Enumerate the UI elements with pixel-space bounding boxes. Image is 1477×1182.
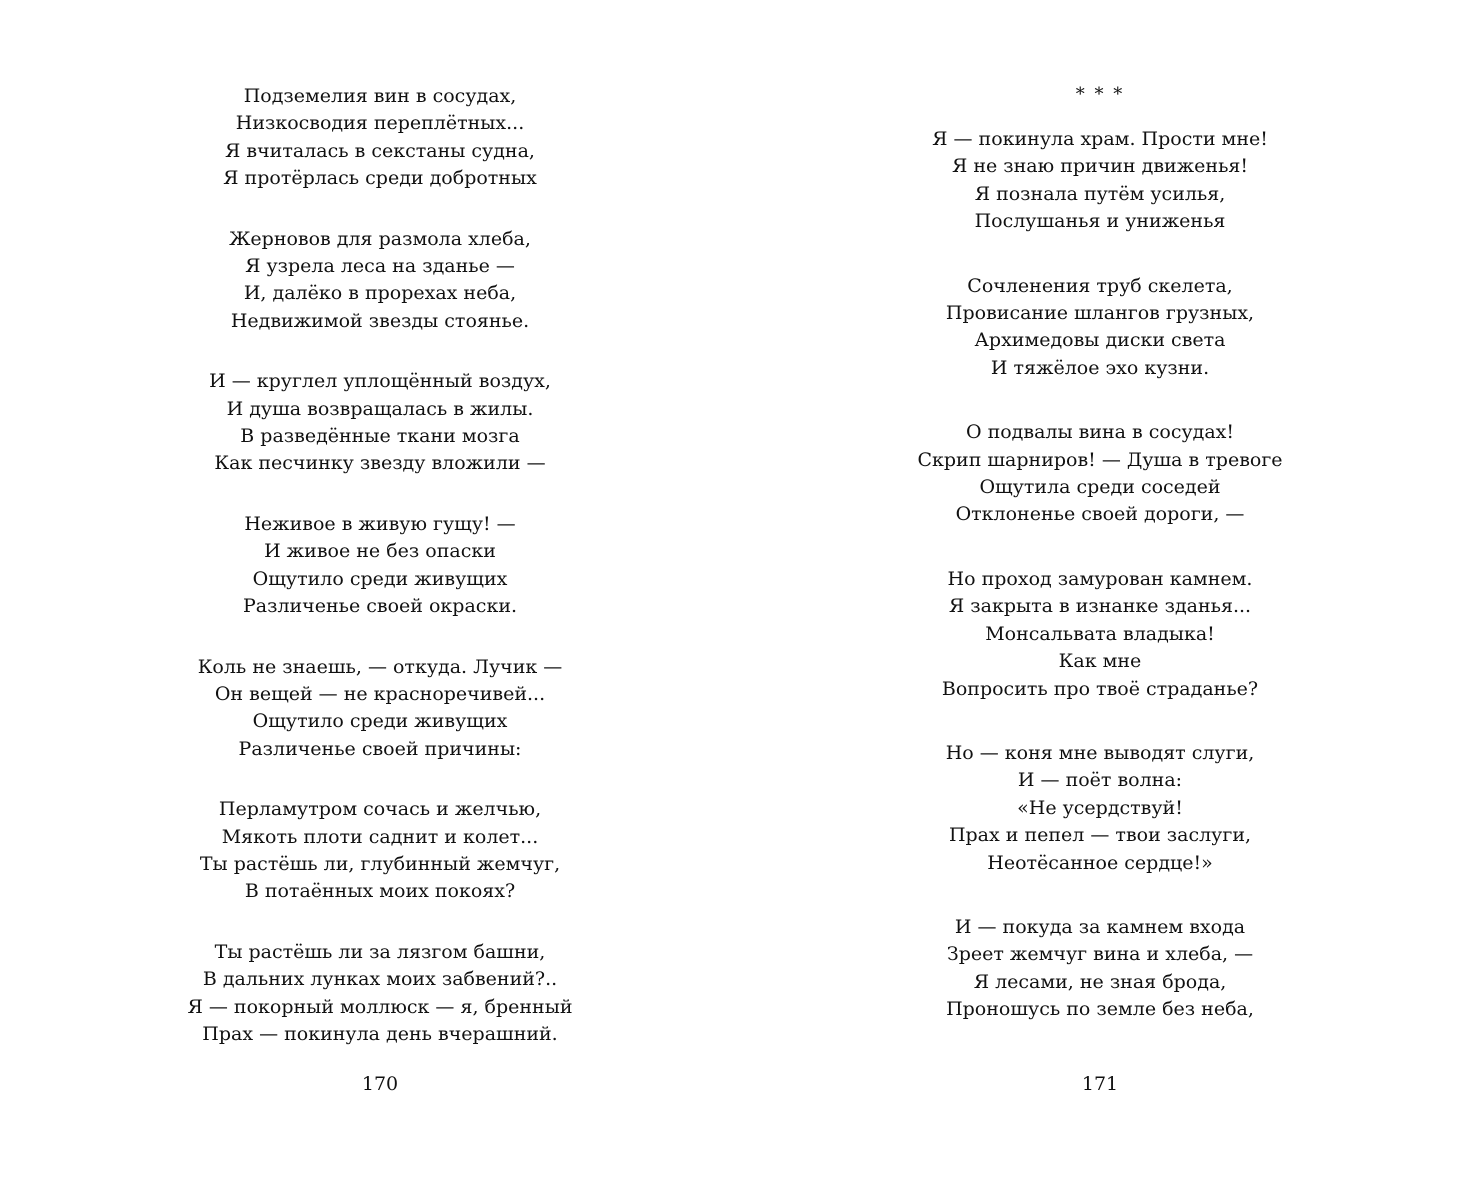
verse-line: Я лесами, не зная брода, [973,970,1227,993]
verse-line: Зреет жемчуг вина и хлеба, — [946,943,1254,966]
verse-line: Но проход замурован камнем. [947,567,1253,590]
verse-line: Неживое в живую гущу! — [244,512,516,535]
verse-line: Я узрела леса на зданье — [245,255,515,278]
verse-line: Ты растёшь ли за лязгом башни, [214,940,546,963]
verse-line: Недвижимой звезды стоянье. [230,309,530,332]
stanza [900,566,1300,703]
stanza [900,419,1300,529]
verse-line: И — покуда за камнем входа [954,915,1246,938]
verse-line: Прах и пепел — твои заслуги, [948,824,1252,847]
stanza [180,796,580,906]
verse-line: Я протёрлась среди добротных [223,167,537,190]
right-page [720,0,1477,1182]
verse-line: Отклоненье своей дороги, — [955,503,1245,526]
verse-line: Коль не знаешь, — откуда. Лучик — [197,655,563,678]
verse-line: Различенье своей окраски. [242,595,518,618]
verse-line: Ты растёшь ли, глубинный жемчуг, [199,852,561,875]
stanza [180,368,580,478]
verse-line: Сочленения труб скелета, [967,274,1233,297]
stanza [900,126,1300,236]
stanza [180,226,580,336]
verse-line: Ощутила среди соседей [979,476,1221,499]
verse-line: Провисание шлангов грузных, [945,302,1255,325]
verse-line: В дальних лунках моих забвений?.. [202,968,558,991]
verse-line: И — круглел уплощённый воздух, [209,370,551,393]
page-number: 170 [361,1073,399,1095]
verse-line: Я вчиталась в секстаны судна, [225,139,535,162]
stanza [180,511,580,621]
verse-line: Подземелия вин в сосудах, [243,85,517,107]
section-asterisks: * * * [1075,84,1125,105]
verse-line: Как мне [1058,650,1142,673]
verse-line: Неотёсанное сердце!» [987,851,1213,874]
verse-line: Различенье своей причины: [238,737,522,760]
poem-text-right [900,80,1300,1024]
verse-line: Я — покорный моллюск — я, бренный [187,995,573,1018]
verse-line: Скрип шарниров! — Душа в тревоге [917,448,1283,471]
verse-line: Как песчинку звезду вложили — [214,452,546,475]
verse-line: Ощутило среди живущих [252,567,508,590]
verse-line: «Не усердствуй! [1017,796,1183,819]
verse-line: Послушанья и униженья [974,210,1226,233]
verse-line: Монсальвата владыка! [985,622,1215,645]
verse-line: Ощутило среди живущих [252,710,508,733]
verse-line: Он вещей — не красноречивей... [214,682,546,705]
verse-line: О подвалы вина в сосудах! [965,421,1235,444]
verse-line: Жерновов для размола хлеба, [229,227,531,250]
verse-line: Я не знаю причин движенья! [951,155,1249,178]
verse-line: И душа возвращалась в жилы. [226,397,534,420]
stanza [900,273,1300,383]
stanza [900,914,1300,1024]
verse-line: Я познала путём усилья, [974,182,1226,205]
verse-line: И — поёт волна: [1017,769,1183,792]
verse-line: Я — покинула храм. Прости мне! [932,128,1268,150]
verse-line: В разведённые ткани мозга [240,425,520,448]
verse-line: Архимедовы диски света [974,329,1226,352]
verse-line: И тяжёлое эхо кузни. [990,356,1210,379]
verse-line: Перламутром сочась и желчью, [218,798,542,821]
verse-line: Прах — покинула день вчерашний. [202,1022,558,1045]
stanza [900,740,1300,877]
verse-line: Проношусь по земле без неба, [946,998,1254,1021]
verse-line: Но — коня мне выводят слуги, [945,741,1255,764]
stanza [180,654,580,764]
stanza [180,939,580,1049]
verse-line: И живое не без опаски [264,540,496,563]
page-number: 171 [1081,1073,1119,1095]
verse-line: Вопросить про твоё страданье? [941,677,1259,700]
verse-line: В потаённых моих покоях? [244,880,516,903]
verse-line: Мякоть плоти саднит и колет... [221,825,539,848]
verse-line: И, далёко в прорехах неба, [243,282,517,305]
stanza [180,83,580,193]
verse-line: Низкосводия переплётных... [235,112,525,135]
poem-text-left [180,83,580,1048]
verse-line: Я закрыта в изнанке зданья... [948,595,1252,618]
